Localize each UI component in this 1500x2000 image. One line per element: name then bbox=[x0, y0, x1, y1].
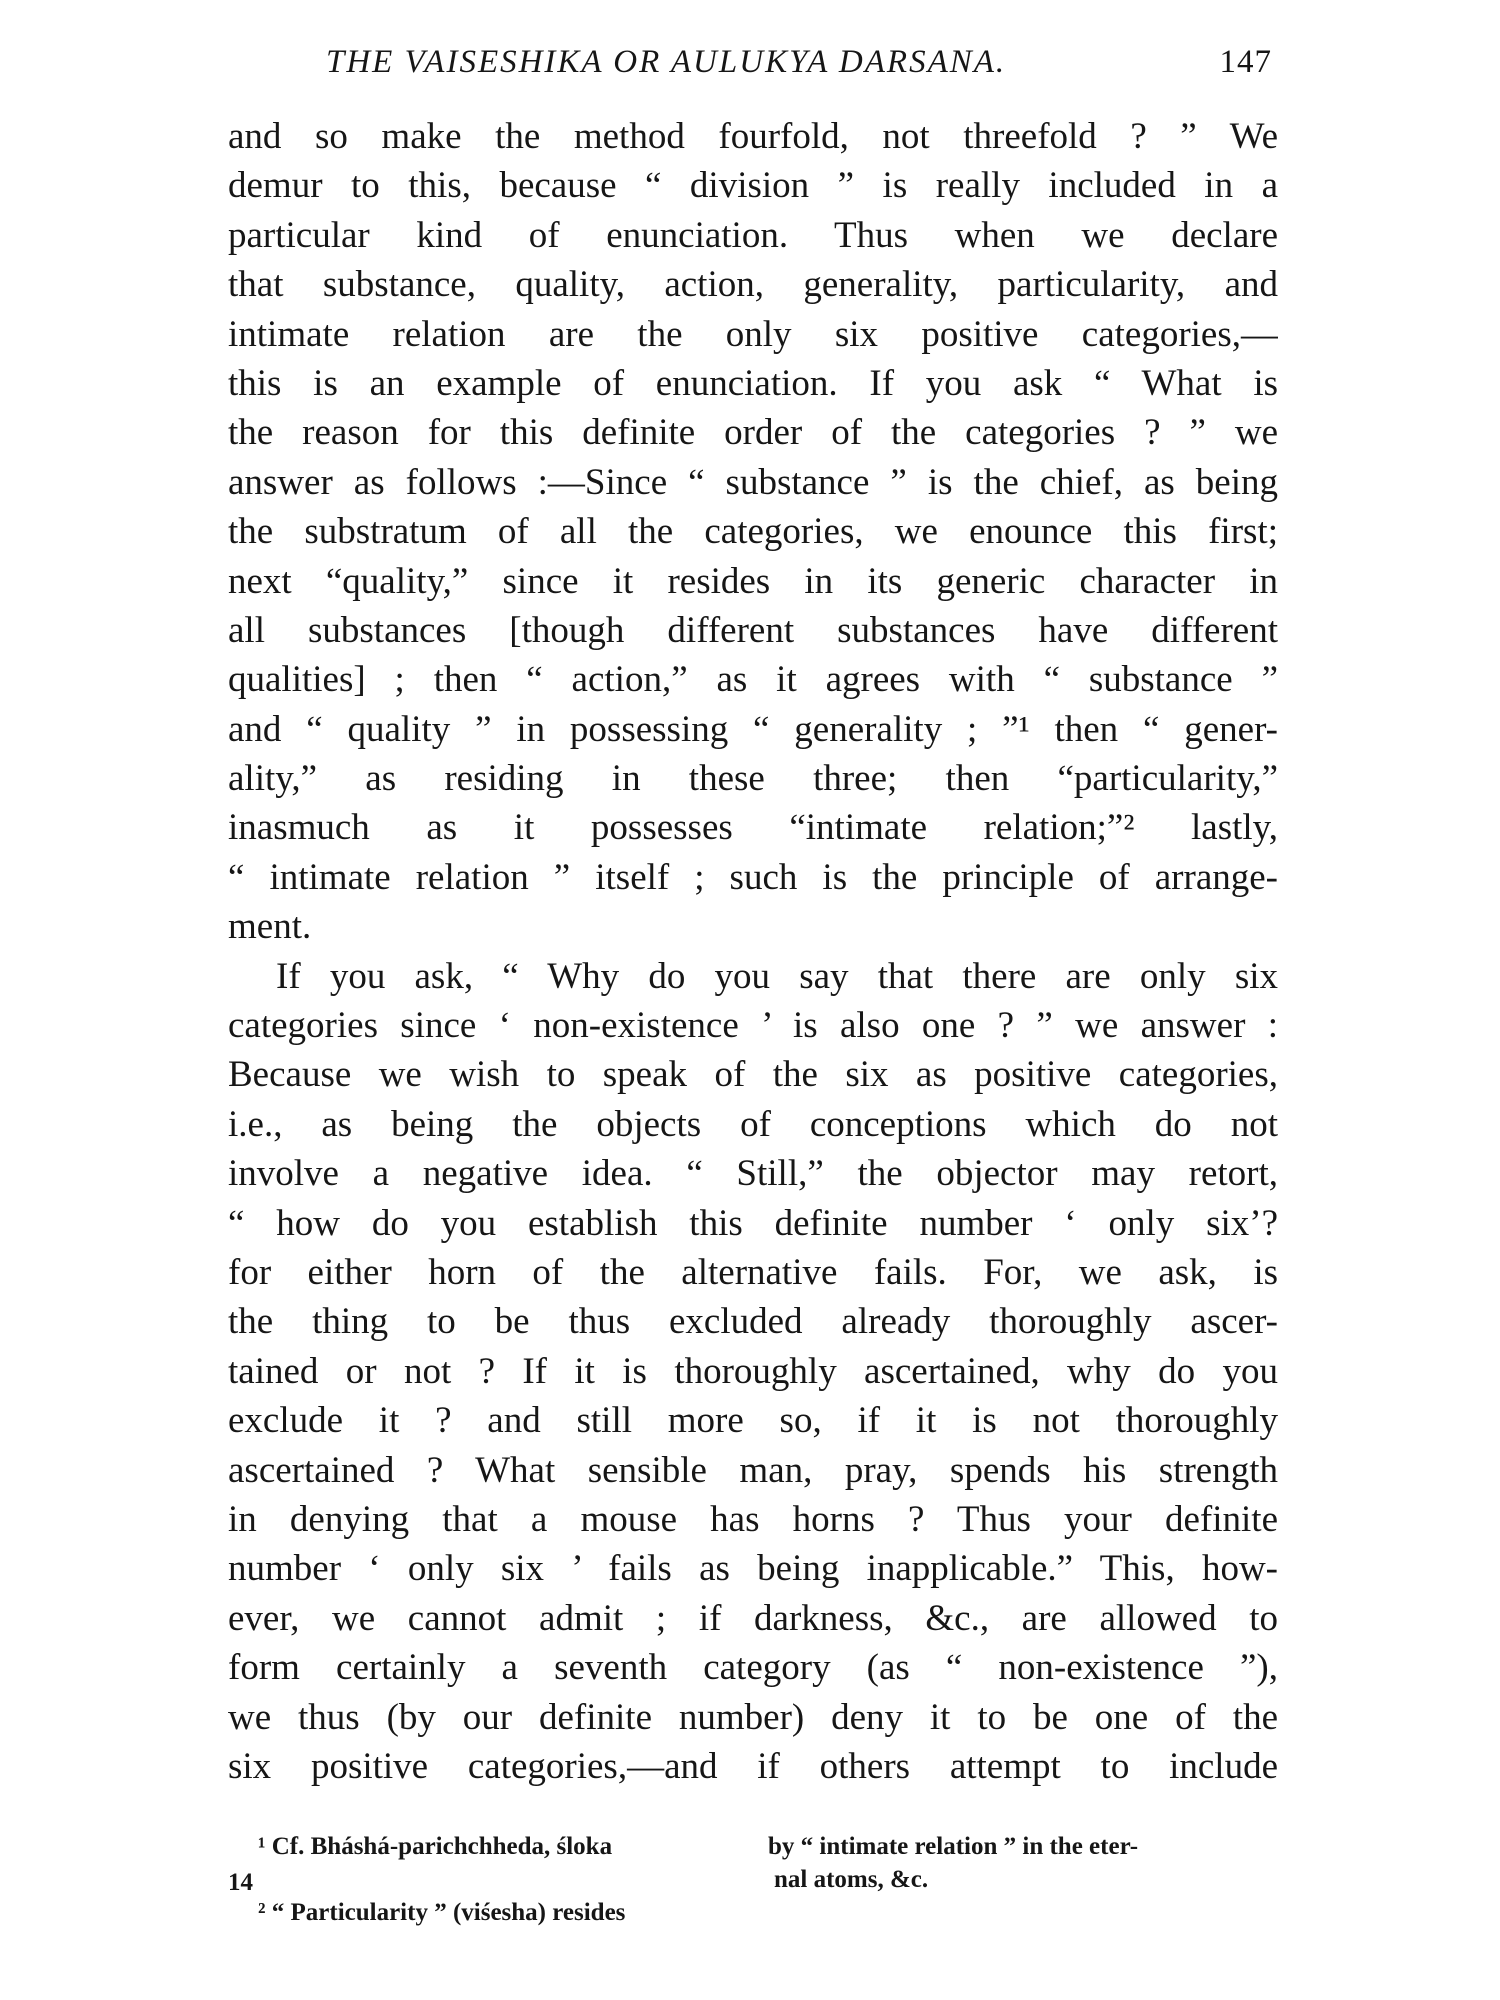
text-line: and “ quality ” in possessing “ generality ; ”¹ then “ gener- bbox=[228, 708, 1278, 750]
text-line: answer as follows :—Since “ substance ” is the chief, as being bbox=[228, 461, 1278, 503]
footnote-1: ¹ Cf. Bháshá-parichchheda, śloka bbox=[258, 1833, 613, 1860]
text-line: this is an example of enunciation. If you ask “ What is bbox=[228, 362, 1278, 404]
text-line: that substance, quality, action, generality, particularity, and bbox=[228, 264, 1278, 306]
text-line: next “quality,” since it resides in its generic character in bbox=[228, 560, 1278, 602]
text-line: demur to this, because “ division ” is really included in a bbox=[228, 165, 1278, 207]
text-line: the reason for this definite order of the categories ? ” we bbox=[228, 412, 1278, 454]
running-title: THE VAISESHIKA OR AULUKYA DARSANA. bbox=[326, 44, 1007, 80]
text-line: the thing to be thus excluded already thoroughly ascer- bbox=[228, 1301, 1278, 1343]
footnote-column-left bbox=[258, 1830, 758, 1929]
page-number: 147 bbox=[1219, 44, 1272, 80]
text-line: ascertained ? What sensible man, pray, spends his strength bbox=[228, 1449, 1278, 1491]
text-line: If you ask, “ Why do you say that there are only six bbox=[276, 955, 1278, 997]
body-text bbox=[228, 112, 1278, 1791]
text-line: particular kind of enunciation. Thus when we declare bbox=[228, 214, 1278, 256]
footnote-2: ² “ Particularity ” (viśesha) resides bbox=[258, 1899, 626, 1926]
footnote-1-continued: by “ intimate relation ” in the eter- bbox=[768, 1833, 1139, 1860]
footnote-1-continued-2: nal atoms, &c. bbox=[774, 1866, 929, 1893]
text-line: involve a negative idea. “ Still,” the objector may retort, bbox=[228, 1153, 1278, 1195]
footnote-spacer bbox=[258, 1863, 758, 1896]
text-line: all substances [though different substances have different bbox=[228, 609, 1278, 651]
text-line: we thus (by our definite number) deny it to be one of the bbox=[228, 1696, 1278, 1738]
text-line: for either horn of the alternative fails. For, we ask, is bbox=[228, 1251, 1278, 1293]
text-line: ment. bbox=[228, 906, 312, 948]
text-line: form certainly a seventh category (as “ non-existence ”), bbox=[228, 1647, 1278, 1689]
text-line: inasmuch as it possesses “intimate relation;”² lastly, bbox=[228, 807, 1278, 849]
paragraph-2 bbox=[228, 952, 1278, 1792]
book-page bbox=[228, 36, 1278, 1966]
text-line: ever, we cannot admit ; if darkness, &c., are allowed to bbox=[228, 1597, 1278, 1639]
text-line: “ how do you establish this definite number ‘ only six’? bbox=[228, 1202, 1278, 1244]
text-line: categories since ‘ non-existence ’ is also one ? ” we answer : bbox=[228, 1005, 1278, 1047]
text-line: number ‘ only six ’ fails as being inapplicable.” This, how- bbox=[228, 1548, 1278, 1590]
running-head bbox=[228, 36, 1278, 96]
text-line: exclude it ? and still more so, if it is not thoroughly bbox=[228, 1400, 1278, 1442]
text-line: the substratum of all the categories, we enounce this first; bbox=[228, 511, 1278, 553]
text-line: qualities] ; then “ action,” as it agrees with “ substance ” bbox=[228, 659, 1278, 701]
paragraph-1 bbox=[228, 112, 1278, 952]
text-line: six positive categories,—and if others attempt to include bbox=[228, 1745, 1278, 1787]
signature-mark: 14 bbox=[228, 1869, 253, 1896]
text-line: intimate relation are the only six positive categories,— bbox=[228, 313, 1278, 355]
footnote-column-right bbox=[768, 1830, 1278, 1896]
text-line: “ intimate relation ” itself ; such is the principle of arrange- bbox=[228, 856, 1278, 898]
text-line: tained or not ? If it is thoroughly ascertained, why do you bbox=[228, 1350, 1278, 1392]
text-line: ality,” as residing in these three; then “particularity,” bbox=[228, 758, 1278, 800]
text-line: i.e., as being the objects of conceptions which do not bbox=[228, 1103, 1278, 1145]
text-line: in denying that a mouse has horns ? Thus your definite bbox=[228, 1498, 1278, 1540]
text-line: and so make the method fourfold, not threefold ? ” We bbox=[228, 116, 1278, 157]
text-line: Because we wish to speak of the six as positive categories, bbox=[228, 1054, 1278, 1096]
